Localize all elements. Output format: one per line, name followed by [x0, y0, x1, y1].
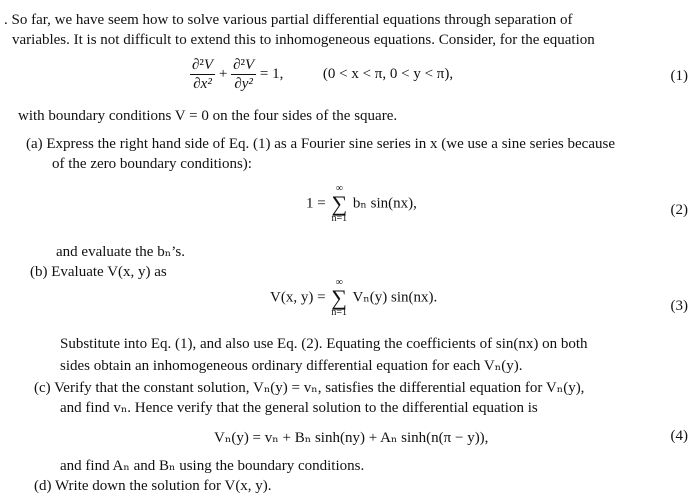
equation-3: V(x, y) = ∞ ∑ n=1 Vₙ(y) sin(nx).: [270, 277, 438, 318]
equation-1: [190, 56, 453, 93]
part-d-line-1: (d) Write down the solution for V(x, y).: [34, 478, 272, 494]
part-c-line-1: (c) Verify that the constant solution, Vₙ(y) = vₙ, satisfies the differential equation for Vₙ(y),: [34, 380, 585, 396]
part-a-after: and evaluate the bₙ’s.: [56, 244, 185, 260]
equation-4: Vₙ(y) = vₙ + Bₙ sinh(ny) + Aₙ sinh(n(π − y)),: [214, 430, 489, 446]
equation-number-2: (2): [670, 202, 688, 218]
part-a-line-1: (a) Express the right hand side of Eq. (1) as a Fourier sine series in x (we use a sine series because: [26, 136, 615, 152]
part-c-after: and find Aₙ and Bₙ using the boundary conditions.: [60, 458, 365, 474]
intro-line-1: . So far, we have seem how to solve various partial differential equations through separation of: [4, 12, 573, 28]
plus-sign: +: [218, 65, 228, 82]
equation-1-domain: (0 < x < π, 0 < y < π),: [322, 65, 454, 82]
summation-sign: ∞ ∑ n=1: [331, 183, 348, 224]
equation-number-4: (4): [670, 428, 688, 444]
part-b-after-1: Substitute into Eq. (1), and also use Eq. (2). Equating the coefficients of sin(nx) on both: [60, 336, 588, 352]
equation-2: 1 = ∞ ∑ n=1 bₙ sin(nx),: [306, 183, 417, 224]
summation-sign: ∞ ∑ n=1: [331, 277, 347, 318]
part-b-after-2: sides obtain an inhomogeneous ordinary differential equation for each Vₙ(y).: [60, 358, 523, 374]
intro-line-2: variables. It is not difficult to extend this to inhomogeneous equations. Consider, for the equation: [12, 32, 595, 48]
boundary-conditions: with boundary conditions V = 0 on the four sides of the square.: [18, 108, 398, 124]
equation-number-1: (1): [670, 68, 688, 84]
fraction-d2v-dx2: $\frac{\text{∂²V}}{\text{∂x²}}$: [192, 57, 214, 92]
equation-1-rhs: = 1,: [259, 65, 284, 82]
part-b-line-1: (b) Evaluate V(x, y) as: [30, 264, 167, 280]
fraction-d2v-dy2: $\frac{\text{∂²V}}{\text{∂y²}}$: [233, 57, 255, 92]
equation-number-3: (3): [670, 298, 688, 314]
part-c-line-2: and find vₙ. Hence verify that the general solution to the differential equation is: [60, 400, 538, 416]
part-a-line-2: of the zero boundary conditions):: [52, 156, 252, 172]
